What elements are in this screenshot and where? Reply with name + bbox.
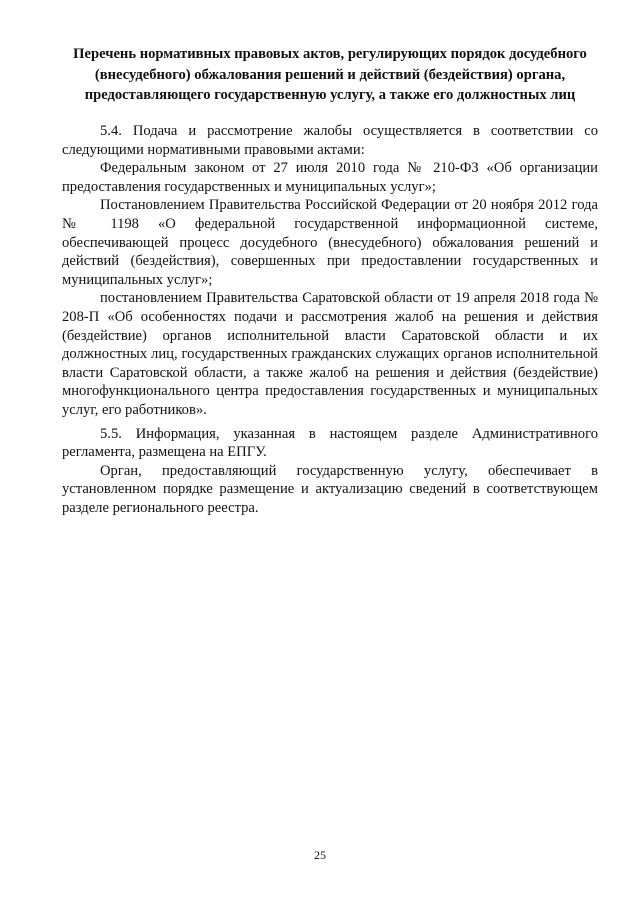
paragraph-5-5: 5.5. Информация, указанная в настоящем разделе Административного регламента, размещена на ЕПГУ. bbox=[62, 425, 598, 461]
paragraph-registry-update: Орган, предоставляющий государственную услугу, обеспечивает в установленном порядке размещение и актуализацию сведений в соответствующем разделе регионального реестра. bbox=[62, 462, 598, 516]
paragraph-5-4: 5.4. Подача и рассмотрение жалобы осуществляется в соответствии со следующими нормативными правовыми актами: bbox=[62, 123, 598, 158]
paragraph-saratov-resolution-208: постановлением Правительства Саратовской области от 19 апреля 2018 года № 208-П «Об особенностях подачи и рассмотрения жалоб на решения и действия (бездействие) органов исполнительной власти Саратовской области и их должностных лиц, государственных гражданских служащих органов исполнительной власти Саратовской области, а также жалоб на решения и действия (бездействие) многофункционального центра предоставления государственных и муниципальных услуг, его работников». bbox=[62, 290, 598, 418]
document-body bbox=[62, 122, 598, 517]
page-number: 25 bbox=[314, 848, 326, 862]
section-title: Перечень нормативных правовых актов, регулирующих порядок досудебного (внесудебного) обжалования решений и действий (бездействия) органа, предоставляющего государственную услугу, а также его должностных лиц bbox=[73, 46, 587, 103]
paragraph-federal-law: Федеральным законом от 27 июля 2010 года № 210-ФЗ «Об организации предоставления государственных и муниципальных услуг»; bbox=[62, 160, 598, 195]
paragraph-government-resolution-1198: Постановлением Правительства Российской Федерации от 20 ноября 2012 года № 1198 «О федеральной государственной информационной системе, обеспечивающей процесс досудебного (внесудебного) обжалования решений и действий (бездействия), совершенных при предоставлении государственных и муниципальных услуг»; bbox=[62, 197, 598, 288]
